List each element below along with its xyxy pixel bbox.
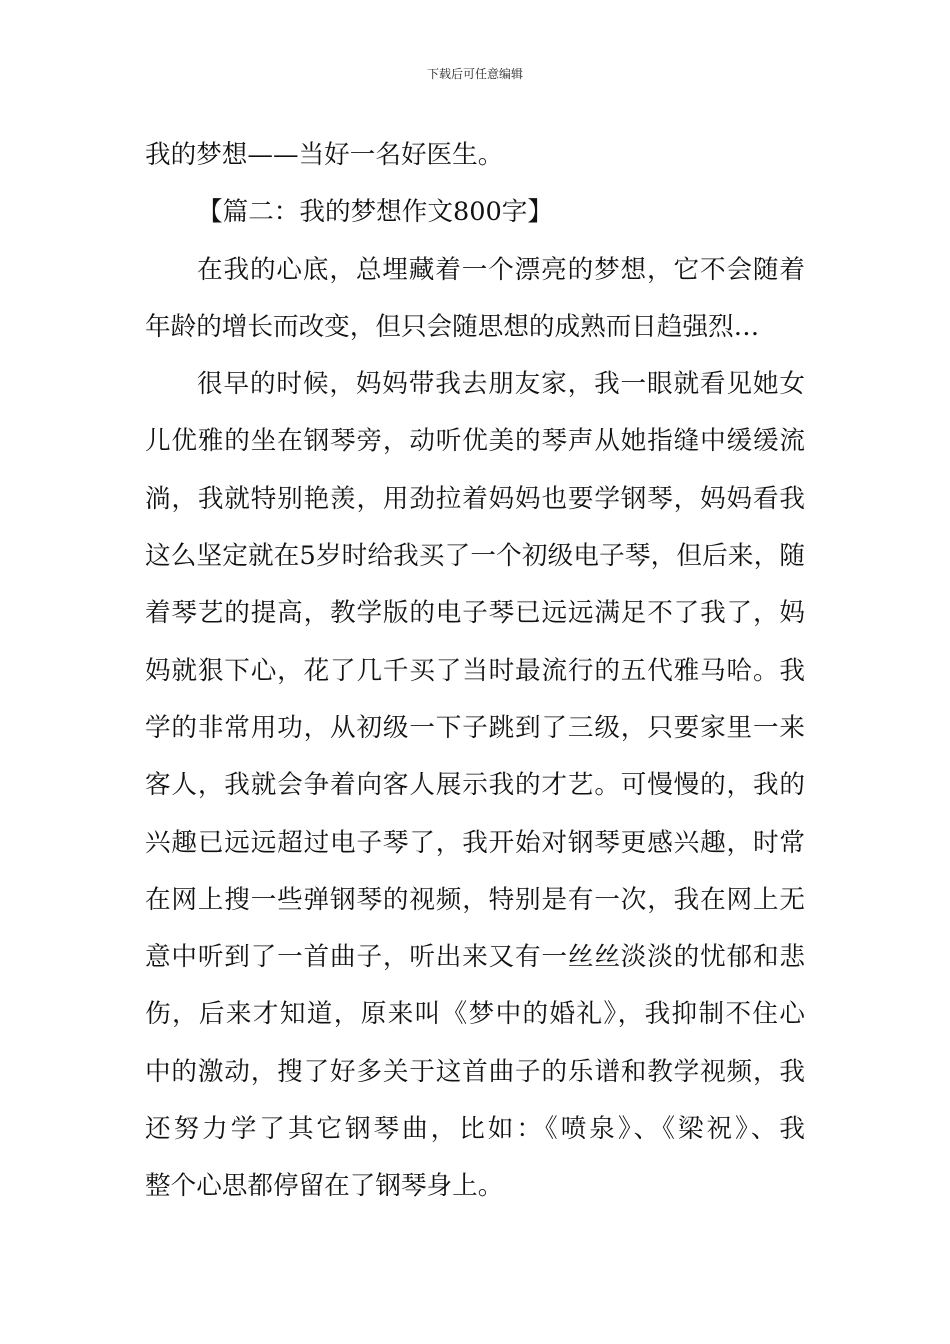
text-line: 还努力学了其它钢琴曲，比如：《喷泉》、《梁祝》、我 xyxy=(145,1114,805,1145)
header-note: 下载后可任意编辑 xyxy=(426,67,523,81)
text-line: 着琴艺的提高，教学版的电子琴已远远满足不了我了，妈 xyxy=(145,598,805,629)
text-line: 我的梦想——当好一名好医生。 xyxy=(145,140,504,170)
text-line: 学的非常用功，从初级一下子跳到了三级，只要家里一来 xyxy=(145,712,805,743)
text-line: 很早的时候，妈妈带我去朋友家，我一眼就看见她女 xyxy=(197,369,805,400)
text-line: 兴趣已远远超过电子琴了，我开始对钢琴更感兴趣，时常 xyxy=(145,827,805,858)
text-line: 中的激动，搜了好多关于这首曲子的乐谱和教学视频，我 xyxy=(145,1056,805,1087)
text-line: 这么坚定就在5岁时给我买了一个初级电子琴，但后来，随 xyxy=(145,541,805,572)
text-line: 伤，后来才知道，原来叫《梦中的婚礼》，我抑制不住心 xyxy=(145,999,805,1030)
text-line: 年龄的增长而改变，但只会随思想的成熟而日趋强烈… xyxy=(145,311,760,342)
document-body xyxy=(145,127,805,1216)
section-heading: 【篇二：我的梦想作文800字】 xyxy=(197,197,553,228)
text-line: 整个心思都停留在了钢琴身上。 xyxy=(145,1171,504,1202)
text-line: 意中听到了一首曲子，听出来又有一丝丝淡淡的忧郁和悲 xyxy=(145,942,805,973)
text-line: 在我的心底，总埋藏着一个漂亮的梦想，它不会随着 xyxy=(197,254,805,285)
text-line: 妈就狠下心，花了几千买了当时最流行的五代雅马哈。我 xyxy=(145,655,805,686)
text-line: 在网上搜一些弹钢琴的视频，特别是有一次，我在网上无 xyxy=(145,884,805,915)
text-line: 客人，我就会争着向客人展示我的才艺。可慢慢的，我的 xyxy=(145,770,805,801)
text-line: 淌，我就特别艳羡，用劲拉着妈妈也要学钢琴，妈妈看我 xyxy=(145,483,805,514)
text-line: 儿优雅的坐在钢琴旁，动听优美的琴声从她指缝中缓缓流 xyxy=(145,426,805,457)
